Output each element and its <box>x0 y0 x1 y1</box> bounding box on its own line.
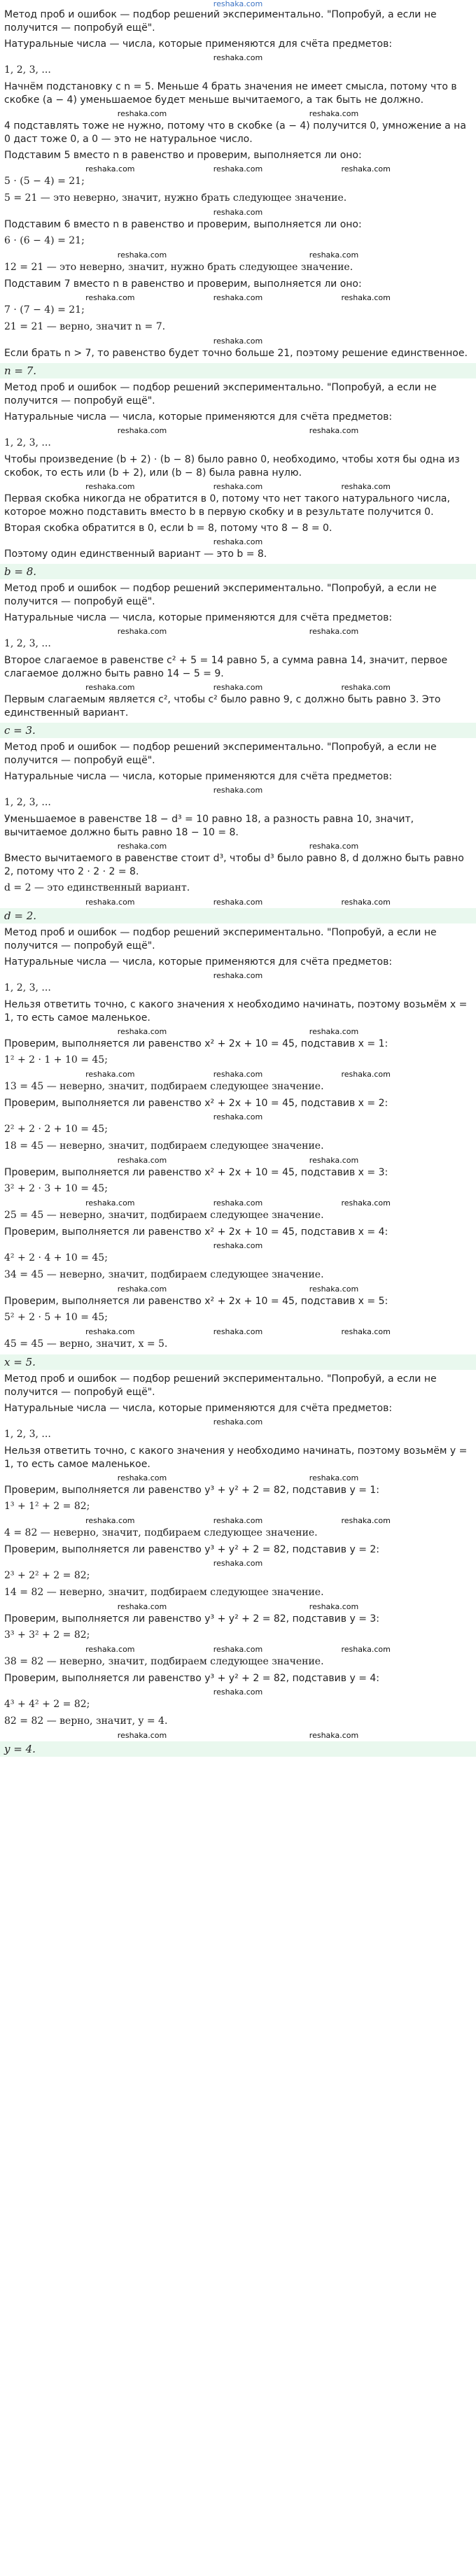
watermark-row <box>4 1517 472 1525</box>
math-line: 1, 2, 3, ... <box>4 1429 51 1440</box>
watermark-row <box>4 1242 472 1250</box>
watermark-text: reshaka.com <box>309 1602 359 1611</box>
watermark-row <box>4 972 472 980</box>
math-line: 5 = 21 — это неверно, значит, нужно брать следующее значение. <box>4 192 347 204</box>
watermark-text: reshaka.com <box>341 683 391 692</box>
text-line: Проверим, выполняется ли равенство x² + 2x + 10 = 45, подставив x = 3: <box>4 1167 388 1178</box>
watermark-text: reshaka.com <box>213 1070 263 1079</box>
watermark-row <box>4 208 472 217</box>
watermark-text: reshaka.com <box>309 1027 359 1036</box>
watermark-text: reshaka.com <box>213 164 263 174</box>
text-line: Натуральные числа — числа, которые применяются для счёта предметов: <box>4 1403 393 1414</box>
text-line: Подставим 6 вместо n в равенство и проверим, выполняется ли оно: <box>4 219 362 230</box>
watermark-row <box>4 1156 472 1165</box>
watermark-row <box>4 1028 472 1036</box>
watermark-row <box>4 251 472 260</box>
watermark-text: reshaka.com <box>309 1156 359 1165</box>
watermark-text: reshaka.com <box>341 482 391 491</box>
watermark-text: reshaka.com <box>85 482 135 491</box>
math-line: 1, 2, 3, ... <box>4 437 51 448</box>
watermark-text: reshaka.com <box>213 1417 263 1427</box>
answer-line: n = 7. <box>0 363 476 378</box>
math-line: 4² + 2 · 4 + 10 = 45; <box>4 1252 108 1264</box>
watermark-row <box>4 538 472 546</box>
watermark-row <box>4 1732 472 1740</box>
math-line: 82 = 82 — верно, значит, y = 4. <box>4 1715 168 1727</box>
watermark-text: reshaka.com <box>117 1285 167 1294</box>
watermark-row <box>4 842 472 851</box>
watermark-row <box>4 427 472 435</box>
solution-block <box>0 381 476 579</box>
math-line: 5 · (5 − 4) = 21; <box>4 176 85 187</box>
text-line: Натуральные числа — числа, которые применяются для счёта предметов: <box>4 771 393 782</box>
watermark-row <box>4 1199 472 1208</box>
text-line: Натуральные числа — числа, которые применяются для счёта предметов: <box>4 612 393 623</box>
watermark-row <box>4 628 472 636</box>
watermark-row <box>4 294 472 302</box>
solution-block <box>0 8 476 378</box>
solution-block <box>0 582 476 738</box>
watermark-row <box>4 1285 472 1294</box>
watermark-text: reshaka.com <box>85 898 135 907</box>
math-line: 21 = 21 — верно, значит n = 7. <box>4 321 166 332</box>
watermark-text: reshaka.com <box>117 1473 167 1482</box>
math-line: 2³ + 2² + 2 = 82; <box>4 1570 90 1581</box>
text-line: Нельзя ответить точно, с какого значения y необходимо начинать, поэтому возьмём y = 1, то есть самое маленькое. <box>4 1445 468 1470</box>
solution-block <box>0 1373 476 1757</box>
watermark-text: reshaka.com <box>213 208 263 217</box>
math-line: 3³ + 3² + 2 = 82; <box>4 1629 90 1641</box>
text-line: Метод проб и ошибок — подбор решений экспериментально. "Попробуй, а если не получится — попробуй ещё". <box>4 9 437 34</box>
watermark-text: reshaka.com <box>309 1731 359 1740</box>
watermark-text: reshaka.com <box>213 537 263 546</box>
watermark-text: reshaka.com <box>213 1516 263 1525</box>
math-line: 1³ + 1² + 2 = 82; <box>4 1501 90 1512</box>
watermark-text: reshaka.com <box>85 1198 135 1208</box>
watermark-text: reshaka.com <box>117 1027 167 1036</box>
math-line: 34 = 45 — неверно, значит, подбираем следующее значение. <box>4 1269 324 1280</box>
watermark-text: reshaka.com <box>309 627 359 636</box>
watermark-text: reshaka.com <box>341 164 391 174</box>
watermark-text: reshaka.com <box>341 898 391 907</box>
watermark-row <box>4 786 472 795</box>
watermark-text: reshaka.com <box>85 1645 135 1654</box>
math-line: 45 = 45 — верно, значит, x = 5. <box>4 1338 168 1350</box>
watermark-text: reshaka.com <box>117 426 167 435</box>
text-line: Нельзя ответить точно, с какого значения x необходимо начинать, поэтому возьмём x = 1, то есть самое маленькое. <box>4 999 468 1024</box>
watermark-text: reshaka.com <box>213 1327 263 1336</box>
text-line: Первая скобка никогда не обратится в 0, потому что нет такого натурального числа, которое можно подставить вместо b в первую скобку и в результате получится 0. <box>4 493 450 518</box>
watermark-row <box>4 1603 472 1611</box>
watermark-text: reshaka.com <box>213 971 263 980</box>
watermark-row <box>4 110 472 118</box>
math-line: 6 · (6 − 4) = 21; <box>4 235 85 246</box>
math-line: 13 = 45 — неверно, значит, подбираем следующее значение. <box>4 1081 324 1092</box>
math-line: 1, 2, 3, ... <box>4 64 51 76</box>
text-line: Второе слагаемое в равенстве c² + 5 = 14 равно 5, а сумма равна 14, значит, первое слагаемое должно быть равно 14 − 5 = 9. <box>4 655 448 679</box>
watermark-text: reshaka.com <box>85 1070 135 1079</box>
watermark-text: reshaka.com <box>341 1516 391 1525</box>
watermark-text: reshaka.com <box>213 293 263 302</box>
watermark-text: reshaka.com <box>341 1645 391 1654</box>
solution-block <box>0 926 476 1370</box>
text-line: Проверим, выполняется ли равенство y³ + y² + 2 = 82, подставив y = 3: <box>4 1613 380 1625</box>
text-line: Вместо вычитаемого в равенстве стоит d³, чтобы d³ было равно 8, d должно быть равно 2, потому что 2 · 2 · 2 = 8. <box>4 853 464 877</box>
watermark-text: reshaka.com <box>341 1070 391 1079</box>
answer-line: x = 5. <box>0 1354 476 1370</box>
watermark-text: reshaka.com <box>85 683 135 692</box>
text-line: Натуральные числа — числа, которые применяются для счёта предметов: <box>4 38 393 50</box>
watermark-text: reshaka.com <box>213 683 263 692</box>
text-line: Метод проб и ошибок — подбор решений экспериментально. "Попробуй, а если не получится — попробуй ещё". <box>4 927 437 951</box>
math-line: 14 = 82 — неверно, значит, подбираем следующее значение. <box>4 1587 324 1598</box>
math-line: 4 = 82 — неверно, значит, подбираем следующее значение. <box>4 1527 318 1538</box>
watermark-row <box>4 1474 472 1482</box>
watermark-text: reshaka.com <box>213 482 263 491</box>
answer-line: b = 8. <box>0 564 476 579</box>
site-logo: reshaka.com <box>213 0 263 8</box>
math-line: 3² + 2 · 3 + 10 = 45; <box>4 1183 108 1194</box>
watermark-text: reshaka.com <box>117 109 167 118</box>
text-line: Подставим 7 вместо n в равенство и проверим, выполняется ли оно: <box>4 278 362 290</box>
watermark-text: reshaka.com <box>117 627 167 636</box>
watermark-text: reshaka.com <box>309 426 359 435</box>
watermark-text: reshaka.com <box>117 1156 167 1165</box>
math-line: 18 = 45 — неверно, значит, подбираем следующее значение. <box>4 1140 324 1152</box>
watermark-text: reshaka.com <box>213 1559 263 1568</box>
answer-line: d = 2. <box>0 908 476 923</box>
watermark-text: reshaka.com <box>341 1327 391 1336</box>
watermark-text: reshaka.com <box>213 898 263 907</box>
watermark-text: reshaka.com <box>85 293 135 302</box>
text-line: Начнём подстановку с n = 5. Меньше 4 брать значения не имеет смысла, потому что в скобке (a − 4) уменьшаемое будет меньше вычитаемого, а так быть не должно. <box>4 81 457 106</box>
answer-line: c = 3. <box>0 723 476 738</box>
text-line: Чтобы произведение (b + 2) · (b − 8) было равно 0, необходимо, чтобы хотя бы одна из скобок, то есть или (b + 2), или (b − 8) была равна нулю. <box>4 454 460 479</box>
watermark-text: reshaka.com <box>117 1602 167 1611</box>
watermark-text: reshaka.com <box>341 1198 391 1208</box>
watermark-text: reshaka.com <box>309 109 359 118</box>
math-line: 1, 2, 3, ... <box>4 982 51 993</box>
watermark-text: reshaka.com <box>309 1473 359 1482</box>
text-line: Метод проб и ошибок — подбор решений экспериментально. "Попробуй, а если не получится — попробуй ещё". <box>4 583 437 607</box>
math-line: d = 2 — это единственный вариант. <box>4 882 190 893</box>
text-line: Подставим 5 вместо n в равенство и проверим, выполняется ли оно: <box>4 150 362 161</box>
watermark-text: reshaka.com <box>213 1112 263 1121</box>
text-line: Уменьшаемое в равенстве 18 − d³ = 10 равно 18, а разность равна 10, значит, вычитаемое должно быть равно 18 − 10 = 8. <box>4 814 414 838</box>
text-line: Натуральные числа — числа, которые применяются для счёта предметов: <box>4 411 393 423</box>
text-line: Проверим, выполняется ли равенство y³ + y² + 2 = 82, подставив y = 4: <box>4 1673 380 1684</box>
watermark-text: reshaka.com <box>341 293 391 302</box>
watermark-text: reshaka.com <box>309 1285 359 1294</box>
watermark-row <box>4 1070 472 1079</box>
watermark-text: reshaka.com <box>85 1516 135 1525</box>
text-line: 4 подставлять тоже не нужно, потому что в скобке (a − 4) получится 0, умножение a на 0 даст тоже 0, а 0 — это не натуральное число. <box>4 120 466 145</box>
watermark-row <box>4 1328 472 1336</box>
solution-block <box>0 741 476 923</box>
math-line: 7 · (7 − 4) = 21; <box>4 304 85 316</box>
text-line: Проверим, выполняется ли равенство y³ + y² + 2 = 82, подставив y = 2: <box>4 1544 380 1555</box>
math-line: 38 = 82 — неверно, значит, подбираем следующее значение. <box>4 1656 324 1667</box>
watermark-row <box>4 898 472 907</box>
watermark-row <box>4 1646 472 1654</box>
watermark-text: reshaka.com <box>117 250 167 260</box>
math-line: 12 = 21 — это неверно, значит, нужно брать следующее значение. <box>4 262 354 273</box>
watermark-row <box>4 1559 472 1568</box>
watermark-text: reshaka.com <box>213 786 263 795</box>
watermark-row <box>4 54 472 62</box>
math-line: 1, 2, 3, ... <box>4 638 51 649</box>
watermark-text: reshaka.com <box>85 1327 135 1336</box>
text-line: Проверим, выполняется ли равенство x² + 2x + 10 = 45, подставив x = 1: <box>4 1038 388 1049</box>
watermark-text: reshaka.com <box>213 337 263 346</box>
math-line: 25 = 45 — неверно, значит, подбираем следующее значение. <box>4 1210 324 1221</box>
math-line: 2² + 2 · 2 + 10 = 45; <box>4 1124 108 1135</box>
watermark-row <box>4 483 472 491</box>
text-line: Проверим, выполняется ли равенство x² + 2x + 10 = 45, подставив x = 4: <box>4 1226 388 1238</box>
watermark-text: reshaka.com <box>213 1645 263 1654</box>
watermark-text: reshaka.com <box>309 842 359 851</box>
text-line: Метод проб и ошибок — подбор решений экспериментально. "Попробуй, а если не получится — попробуй ещё". <box>4 1373 437 1398</box>
math-line: 4³ + 4² + 2 = 82; <box>4 1699 90 1710</box>
text-line: Проверим, выполняется ли равенство x² + 2x + 10 = 45, подставив x = 2: <box>4 1098 388 1109</box>
math-line: 5² + 2 · 5 + 10 = 45; <box>4 1312 108 1323</box>
text-line: Если брать n > 7, то равенство будет точно больше 21, поэтому решение единственное. <box>4 348 468 359</box>
text-line: Проверим, выполняется ли равенство y³ + y² + 2 = 82, подставив y = 1: <box>4 1485 380 1496</box>
solutions-container <box>0 8 476 1760</box>
watermark-text: reshaka.com <box>117 1731 167 1740</box>
watermark-text: reshaka.com <box>213 53 263 62</box>
math-line: 1, 2, 3, ... <box>4 797 51 808</box>
watermark-text: reshaka.com <box>213 1687 263 1697</box>
watermark-row <box>4 1113 472 1121</box>
watermark-row <box>4 165 472 174</box>
text-line: Метод проб и ошибок — подбор решений экспериментально. "Попробуй, а если не получится — попробуй ещё". <box>4 742 437 766</box>
watermark-text: reshaka.com <box>213 1241 263 1250</box>
text-line: Натуральные числа — числа, которые применяются для счёта предметов: <box>4 956 393 968</box>
watermark-row <box>4 684 472 692</box>
watermark-row <box>4 337 472 346</box>
text-line: Поэтому один единственный вариант — это b = 8. <box>4 549 267 560</box>
watermark-text: reshaka.com <box>117 842 167 851</box>
answer-line: y = 4. <box>0 1741 476 1757</box>
text-line: Проверим, выполняется ли равенство x² + 2x + 10 = 45, подставив x = 5: <box>4 1296 388 1307</box>
watermark-text: reshaka.com <box>85 164 135 174</box>
watermark-text: reshaka.com <box>213 1198 263 1208</box>
text-line: Вторая скобка обратится в 0, если b = 8, потому что 8 − 8 = 0. <box>4 523 332 534</box>
watermark-text: reshaka.com <box>309 250 359 260</box>
watermark-row <box>4 1688 472 1697</box>
math-line: 1² + 2 · 1 + 10 = 45; <box>4 1054 108 1066</box>
text-line: Метод проб и ошибок — подбор решений экспериментально. "Попробуй, а если не получится — попробуй ещё". <box>4 382 437 406</box>
text-line: Первым слагаемым является c², чтобы c² было равно 9, c должно быть равно 3. Это единственный вариант. <box>4 694 441 719</box>
watermark-row <box>4 1418 472 1427</box>
